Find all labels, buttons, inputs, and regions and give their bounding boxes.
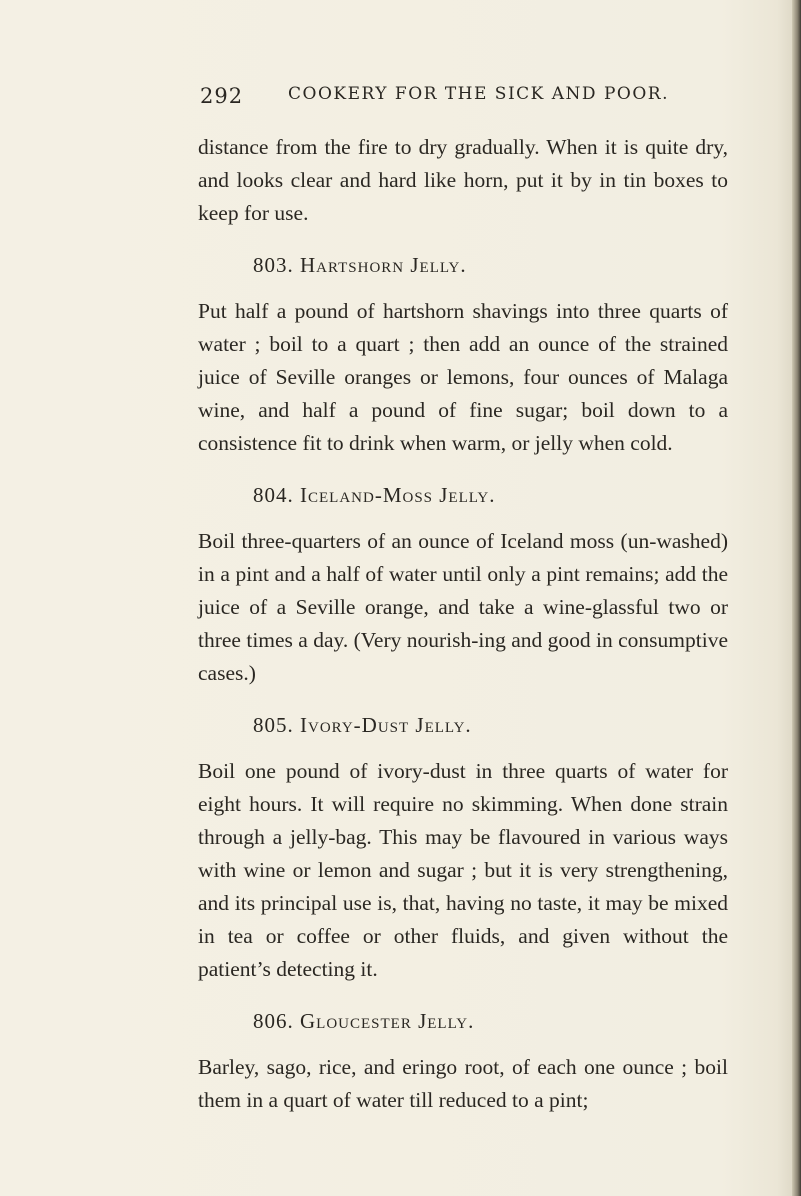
paragraph-continued: distance from the fire to dry gradually. When it is quite dry, and looks clear and hard like horn, put it by in tin boxes to keep for use. [198,135,728,225]
body-text [198,131,728,1117]
page-edge-shadow [792,0,801,1196]
recipe-heading-806: 806. Gloucester Jelly. [253,1009,475,1033]
recipe-text-806: Barley, sago, rice, and eringo root, of each one ounce ; boil them in a quart of water till reduced to a pint; [198,1055,728,1112]
recipe-text-805: Boil one pound of ivory-dust in three quarts of water for eight hours. It will require no skimming. When done strain through a jelly-bag. This may be flavoured in various ways with wine or lemon and sugar ; but it is very strengthening, and its principal use is, that, having no taste, it may be mixed in tea or coffee or other fluids, and given without the patient’s detecting it. [198,759,728,981]
page-number: 292 [200,84,244,108]
recipe-heading-804: 804. Iceland-Moss Jelly. [253,483,496,507]
recipe-heading-803: 803. Hartshorn Jelly. [253,253,467,277]
running-title: COOKERY FOR THE SICK AND POOR. [288,84,669,104]
recipe-heading-805: 805. Ivory-Dust Jelly. [253,713,472,737]
recipe-text-803: Put half a pound of hartshorn shavings into three quarts of water ; boil to a quart ; then add an ounce of the strained juice of Seville oranges or lemons, four ounces of Malaga wine, and half a pound of fine sugar; boil down to a consistence fit to drink when warm, or jelly when cold. [198,299,728,455]
recipe-text-804: Boil three-quarters of an ounce of Iceland moss (un-washed) in a pint and a half of water until only a pint remains; add the juice of a Seville orange, and take a wine-glassful two or three times a day. (Very nourish-ing and good in consumptive cases.) [198,529,729,685]
